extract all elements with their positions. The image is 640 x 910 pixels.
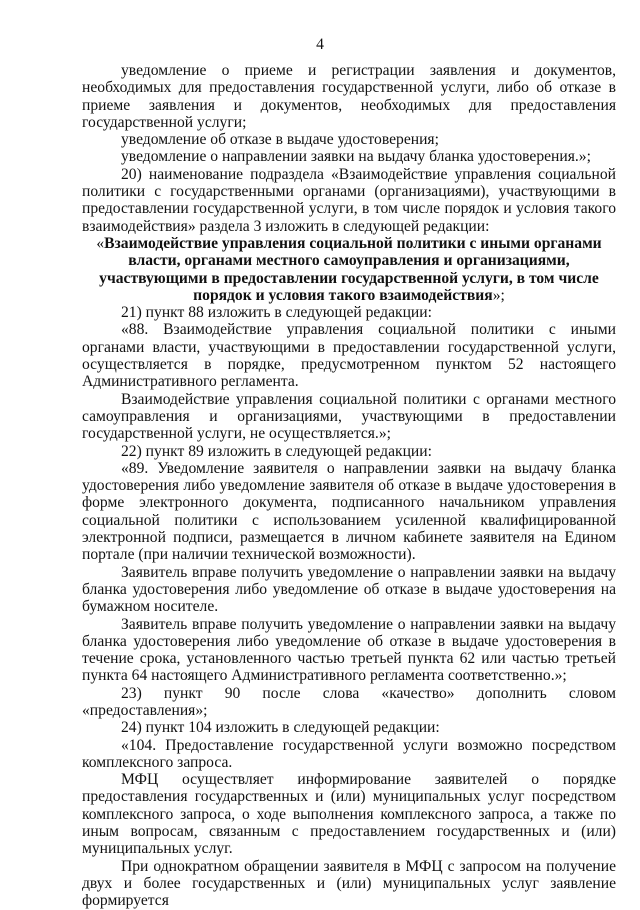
paragraph: Взаимодействие управления социальной политики с органами местного самоуправления и организациями, участвующими в предоставлении государственной услуги, не осуществляется.»; (82, 390, 616, 443)
document-body (82, 62, 616, 910)
paragraph: 22) пункт 89 изложить в следующей редакции: (121, 442, 432, 460)
paragraph: «88. Взаимодействие управления социальной политики с иными органами власти, участвующими в предоставлении государственной услуги, осуществляется в порядке, предусмотренном пунктом 52 настоящего Административного регламента. (82, 321, 616, 391)
paragraph: «89. Уведомление заявителя о направлении заявки на выдачу бланка удостоверения либо уведомление заявителя об отказе в выдаче удостоверения в форме электронного документа, подписанного начальником управления социальной политики с использованием усиленной квалифицированной электронной подписи, размещается в личном кабинете заявителя на Едином портале (при наличии технической возможности). (82, 459, 616, 564)
paragraph: 20) наименование подраздела «Взаимодействие управления социальной политики с государственными органами (организациями), участвующими в предоставлении государственной услуги, в том числе порядок и условия такого взаимодействия» раздела 3 изложить в следующей редакции: (82, 165, 616, 235)
paragraph: уведомление о приеме и регистрации заявления и документов, необходимых для предоставления государственной услуги, либо об отказе в приеме заявления и документов, необходимых для предоставления государственной услуги; (82, 62, 616, 131)
paragraph: 24) пункт 104 изложить в следующей редакции: (121, 719, 440, 737)
paragraph: уведомление о направлении заявки на выдачу бланка удостоверения.»; (121, 148, 591, 166)
subsection-heading (82, 235, 616, 304)
heading-close: »; (492, 286, 505, 304)
paragraph: 21) пункт 88 изложить в следующей редакции: (121, 304, 432, 322)
paragraph: уведомление об отказе в выдаче удостоверения; (121, 131, 439, 149)
paragraph: При однократном обращении заявителя в МФЦ с запросом на получение двух и более государственных и (или) муниципальных услуг заявление формируется (82, 857, 616, 910)
paragraph: 23) пункт 90 после слова «качество» дополнить словом «предоставления»; (82, 684, 616, 719)
page-number: 4 (316, 36, 324, 53)
heading-text: Взаимодействие управления социальной политики с иными органами власти, органами местного самоуправления и организациями, участвующими в предоставлении государственной услуги, в том числе порядок и условия такого взаимодействия (99, 234, 602, 304)
paragraph: Заявитель вправе получить уведомление о направлении заявки на выдачу бланка удостоверения либо уведомление об отказе в выдаче удостоверения на бумажном носителе. (82, 563, 616, 616)
paragraph: МФЦ осуществляет информирование заявителей о порядке предоставления государственных и (или) муниципальных услуг посредством комплексного запроса, о ходе выполнения комплексного запроса, а также по иным вопросам, связанным с предоставлением государственных и (или) муниципальных услуг. (82, 771, 616, 858)
paragraph: Заявитель вправе получить уведомление о направлении заявки на выдачу бланка удостоверения либо уведомление об отказе в выдаче удостоверения в течение срока, установленного частью третьей пункта 62 или частью третьей пункта 64 настоящего Административного регламента соответственно.»; (82, 615, 616, 685)
paragraph: «104. Предоставление государственной услуги возможно посредством комплексного запроса. (82, 736, 616, 771)
heading-open-quote: « (96, 234, 105, 252)
